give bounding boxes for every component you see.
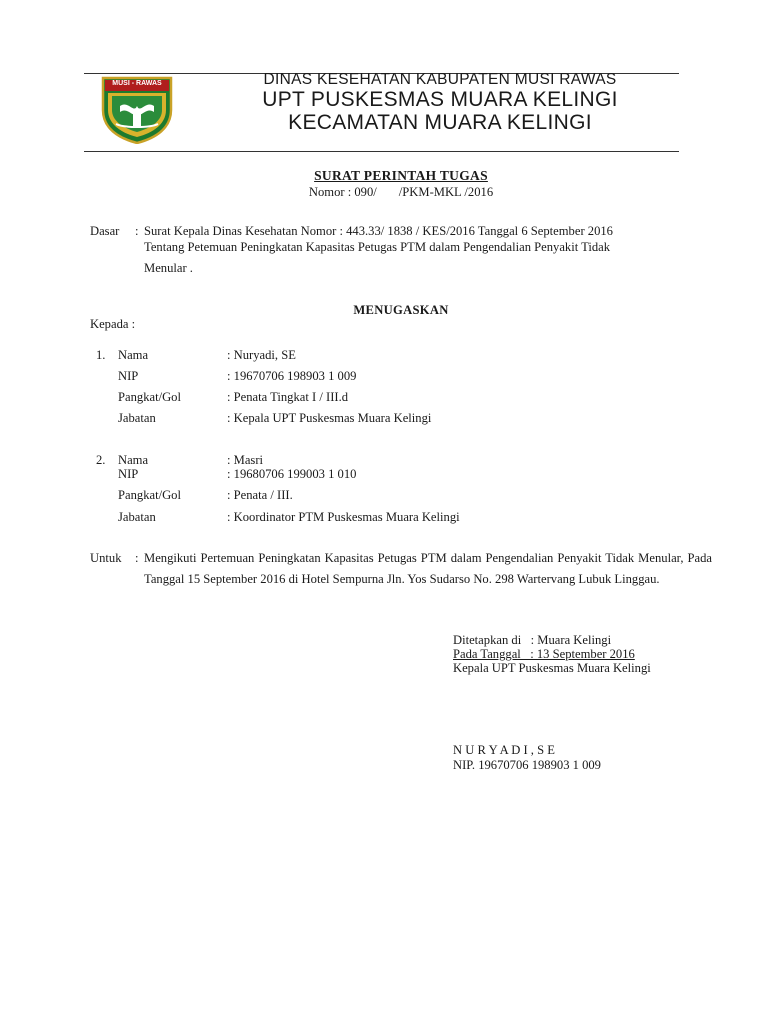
person-2-nip-value: : 19680706 199003 1 010 [227, 467, 357, 481]
dasar-line-3: Menular . [144, 261, 193, 275]
person-1-pangkat-label: Pangkat/Gol [118, 390, 181, 404]
menugaskan-heading: MENUGASKAN [353, 303, 449, 317]
person-1-number: 1. [96, 348, 106, 362]
person-1-nama-label: Nama [118, 348, 149, 362]
person-1-jabatan-label: Jabatan [118, 411, 156, 425]
dasar-label: Dasar [90, 224, 120, 238]
dasar-separator: : [135, 224, 139, 238]
person-2-nip-label: NIP [118, 467, 139, 481]
untuk-text: Mengikuti Pertemuan Peningkatan Kapasitas Petugas PTM dalam Pengendalian Penyakit Tidak Menular, Pada Tanggal 15 September 2016 di Hotel Sempurna Jln. Yos Sudarso No. 298 Wartervang Lubuk Linggau. [144, 551, 712, 586]
person-2-pangkat-label: Pangkat/Gol [118, 488, 181, 502]
untuk-label: Untuk [90, 551, 122, 565]
person-2-nama-label: Nama [118, 453, 149, 467]
person-1-nama-value: : Nuryadi, SE [227, 348, 296, 362]
pada-tanggal: Pada Tanggal : 13 September 2016 [453, 647, 635, 661]
logo-text: MUSI - RAWAS [112, 80, 162, 87]
untuk-separator: : [135, 551, 139, 565]
signer-name: N U R Y A D I , S E [453, 743, 555, 757]
signer-nip: NIP. 19670706 198903 1 009 [453, 758, 601, 772]
ditetapkan-di: Ditetapkan di : Muara Kelingi [453, 633, 612, 647]
dasar-line-2: Tentang Petemuan Peningkatan Kapasitas Petugas PTM dalam Pengendalian Penyakit Tidak [144, 240, 611, 254]
header-bottom-rule [84, 151, 679, 152]
header-line-3: KECAMATAN MUARA KELINGI [288, 111, 592, 134]
person-2-jabatan-value: : Koordinator PTM Puskesmas Muara Kelingi [227, 510, 460, 524]
person-2-pangkat-value: : Penata / III. [227, 488, 293, 502]
musi-rawas-logo [100, 76, 174, 144]
document-number: Nomor : 090/ /PKM-MKL /2016 [308, 185, 494, 199]
person-2-nama-value: : Masri [227, 453, 264, 467]
dasar-line-1: Surat Kepala Dinas Kesehatan Nomor : 443.33/ 1838 / KES/2016 Tanggal 6 September 2016 [144, 224, 613, 238]
header-line-2: UPT PUSKESMAS MUARA KELINGI [262, 88, 618, 111]
signer-position: Kepala UPT Puskesmas Muara Kelingi [453, 661, 651, 675]
document-title: SURAT PERINTAH TUGAS [314, 168, 488, 183]
person-1-jabatan-value: : Kepala UPT Puskesmas Muara Kelingi [227, 411, 432, 425]
person-2-number: 2. [96, 453, 106, 467]
person-2-jabatan-label: Jabatan [118, 510, 156, 524]
kepada-label: Kepada : [90, 317, 136, 331]
person-1-pangkat-value: : Penata Tingkat I / III.d [227, 390, 349, 404]
header-line-1: DINAS KESEHATAN KABUPATEN MUSI RAWAS [263, 71, 617, 88]
person-1-nip-label: NIP [118, 369, 139, 383]
person-1-nip-value: : 19670706 198903 1 009 [227, 369, 357, 383]
